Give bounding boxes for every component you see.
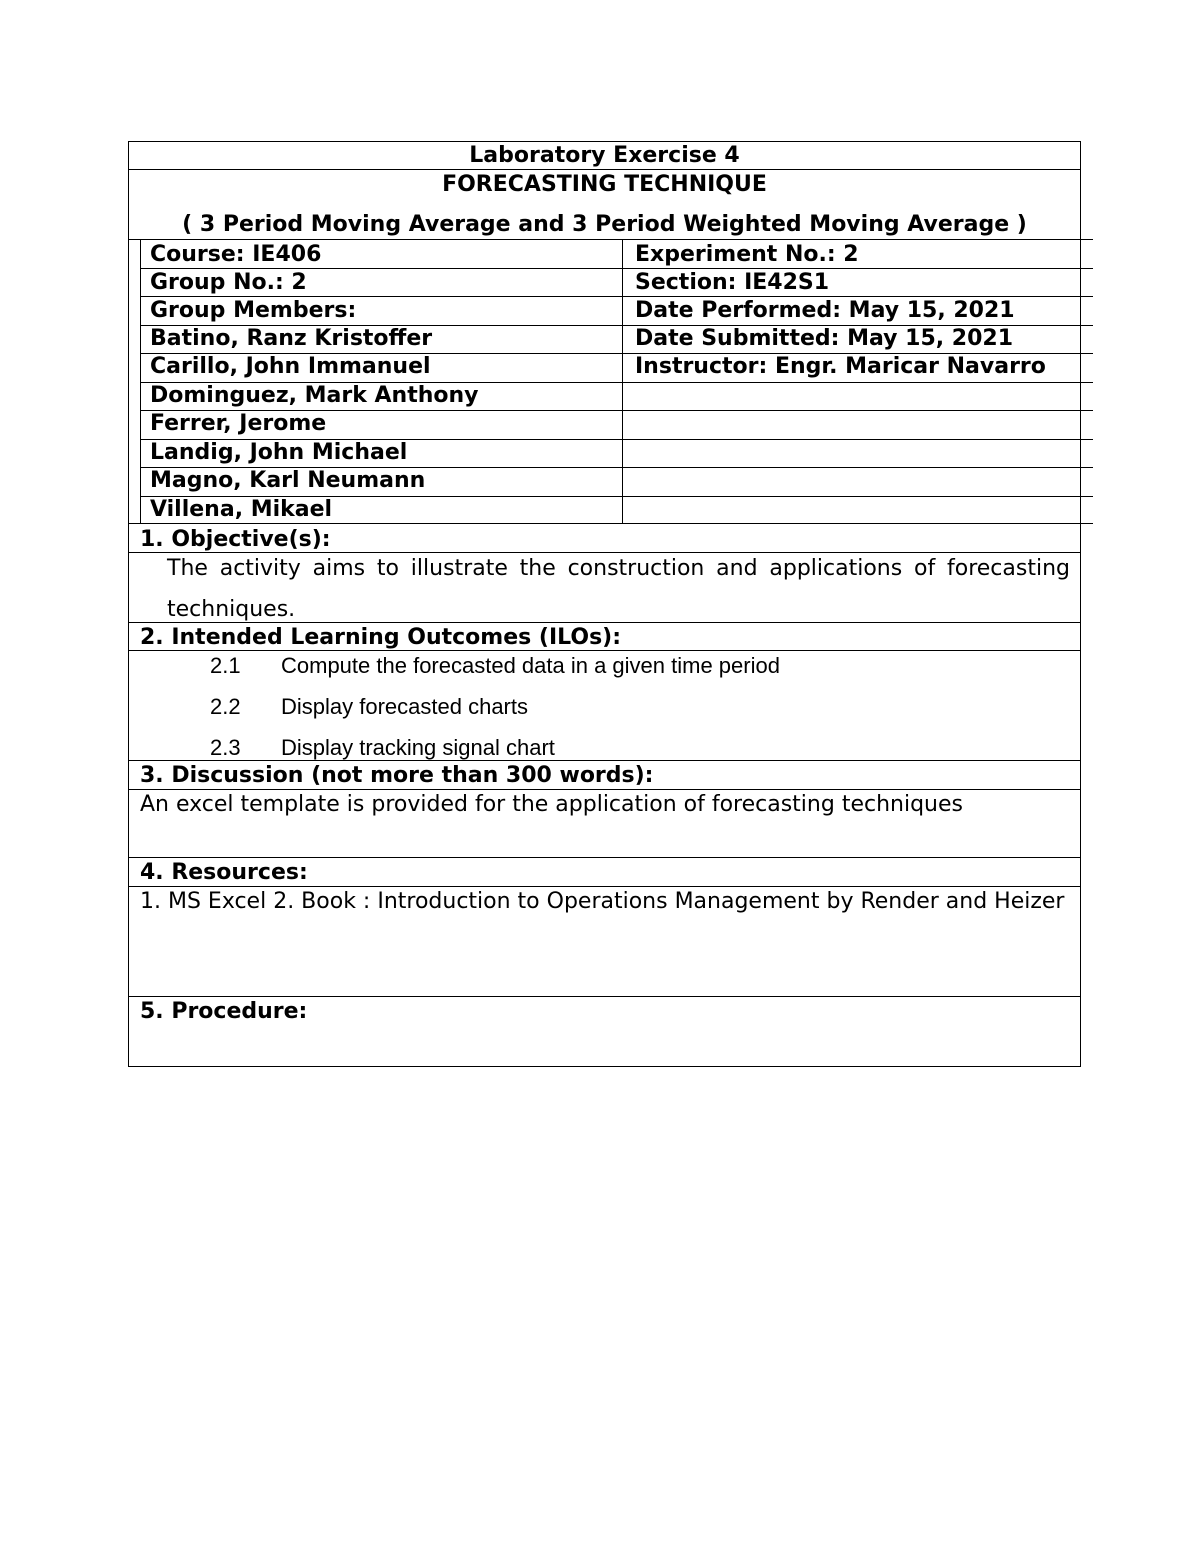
info-right-cell: Experiment No.: 2 xyxy=(635,242,859,267)
ilo-number: 2.1 xyxy=(210,653,241,678)
info-left-cell: Ferrer, Jerome xyxy=(150,411,327,436)
info-right-cell: Section: IE42S1 xyxy=(635,270,830,295)
ilo-text: Display forecasted charts xyxy=(281,694,528,719)
info-row-divider xyxy=(140,296,1093,297)
exercise-description: ( 3 Period Moving Average and 3 Period Weighted Moving Average ) xyxy=(182,212,1027,237)
resources-heading: 4. Resources: xyxy=(140,860,308,885)
info-row-divider xyxy=(140,439,1093,440)
info-right-cell: Instructor: Engr. Maricar Navarro xyxy=(635,354,1046,379)
info-row-divider xyxy=(140,382,1093,383)
ilo-number: 2.2 xyxy=(210,694,241,719)
info-left-cell: Course: IE406 xyxy=(150,242,322,267)
info-left-cell: Carillo, John Immanuel xyxy=(150,354,431,379)
info-row-divider xyxy=(140,325,1093,326)
info-left-cell: Group No.: 2 xyxy=(150,270,307,295)
ilo-text: Compute the forecasted data in a given time period xyxy=(281,653,780,678)
resources-text: 1. MS Excel 2. Book : Introduction to Operations Management by Render and Heizer xyxy=(140,889,1065,914)
exercise-title: Laboratory Exercise 4 xyxy=(469,143,740,168)
info-table-middle-border xyxy=(622,239,623,523)
info-table-left-border xyxy=(140,239,141,523)
divider xyxy=(128,760,1081,761)
info-left-cell: Magno, Karl Neumann xyxy=(150,468,426,493)
divider xyxy=(128,650,1081,651)
ilo-text: Display tracking signal chart xyxy=(281,735,555,760)
objective-heading: 1. Objective(s): xyxy=(140,527,331,552)
divider xyxy=(128,996,1081,997)
info-left-cell: Landig, John Michael xyxy=(150,440,408,465)
info-table-top-border xyxy=(128,239,1093,240)
procedure-heading: 5. Procedure: xyxy=(140,999,308,1024)
info-row-divider xyxy=(140,496,1093,497)
ilo-number: 2.3 xyxy=(210,735,241,760)
info-left-cell: Villena, Mikael xyxy=(150,497,333,522)
info-row-divider xyxy=(140,410,1093,411)
discussion-heading: 3. Discussion (not more than 300 words): xyxy=(140,763,654,788)
divider xyxy=(128,169,1081,170)
info-right-cell: Date Submitted: May 15, 2021 xyxy=(635,326,1014,351)
info-table-bottom-border xyxy=(128,523,1093,524)
divider xyxy=(128,857,1081,858)
ilos-heading: 2. Intended Learning Outcomes (ILOs): xyxy=(140,625,622,650)
info-row-divider xyxy=(140,353,1093,354)
info-left-cell: Group Members: xyxy=(150,298,357,323)
info-row-divider xyxy=(140,268,1093,269)
divider xyxy=(128,622,1081,623)
info-row-divider xyxy=(140,467,1093,468)
objective-text: The activity aims to illustrate the construction and applications of forecasting techniques. xyxy=(167,556,1070,622)
info-left-cell: Batino, Ranz Kristoffer xyxy=(150,326,433,351)
exercise-subtitle: FORECASTING TECHNIQUE xyxy=(442,172,767,197)
info-right-cell: Date Performed: May 15, 2021 xyxy=(635,298,1015,323)
divider xyxy=(128,789,1081,790)
discussion-text: An excel template is provided for the application of forecasting techniques xyxy=(140,792,963,817)
info-left-cell: Dominguez, Mark Anthony xyxy=(150,383,479,408)
